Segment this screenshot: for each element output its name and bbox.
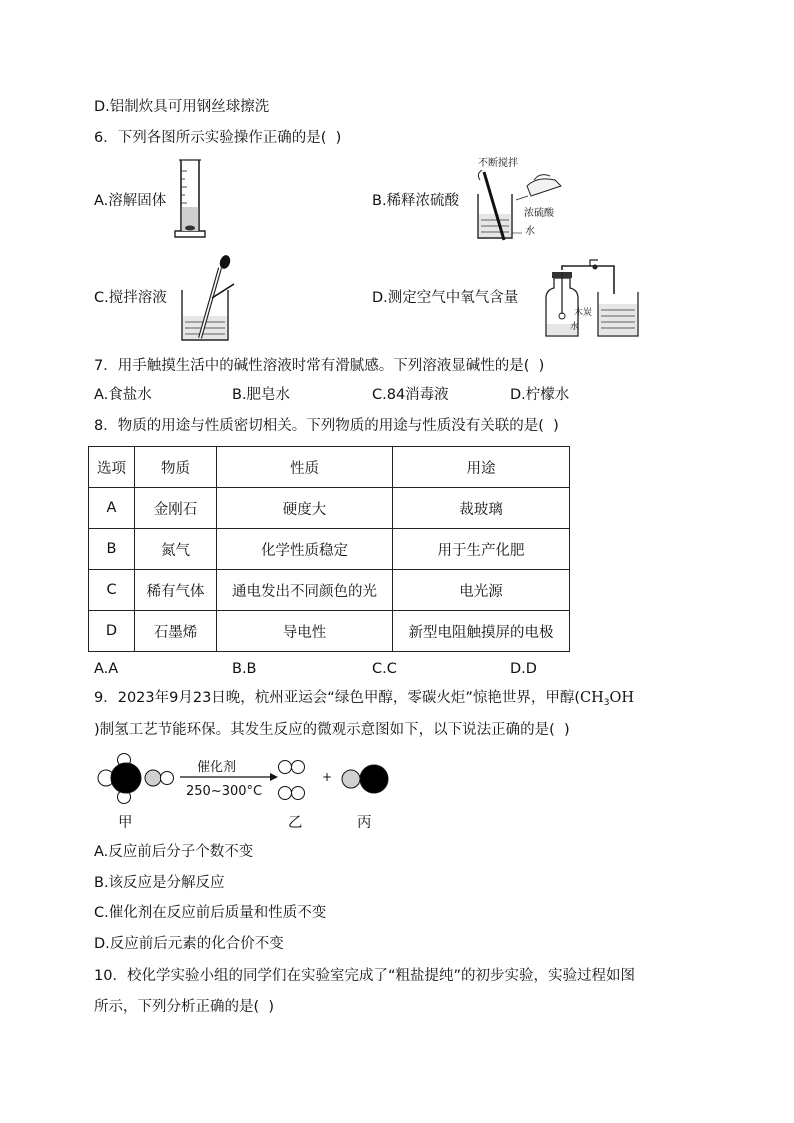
table-cell: A xyxy=(89,488,135,529)
table-cell: 电光源 xyxy=(393,570,570,611)
table-cell: 通电发出不同颜色的光 xyxy=(217,570,393,611)
q6-option-c[interactable]: C.搅拌溶液 xyxy=(94,290,167,306)
reaction-diagram xyxy=(94,750,404,814)
q5-option-d: D.铝制炊具可用钢丝球擦洗 xyxy=(94,99,270,115)
table-header: 性质 xyxy=(217,447,393,488)
q8-table xyxy=(88,446,570,652)
q9-option-b[interactable]: B.该反应是分解反应 xyxy=(94,875,225,891)
carbon-monoxide-molecule xyxy=(342,765,388,793)
table-header-row xyxy=(89,447,570,488)
graduated-cylinder-figure xyxy=(172,157,208,243)
table-cell: C xyxy=(89,570,135,611)
q9-formula-oh: OH xyxy=(609,690,635,706)
label-water: 水 xyxy=(525,226,535,237)
table-cell: 裁玻璃 xyxy=(393,488,570,529)
q10-stem-line1: 10．校化学实验小组的同学们在实验室完成了“粗盐提纯”的初步实验，实验过程如图 xyxy=(94,968,635,984)
table-cell: 新型电阻触摸屏的电极 xyxy=(393,611,570,652)
q8-option-d[interactable]: D.D xyxy=(510,661,537,677)
table-cell: B xyxy=(89,529,135,570)
table-row xyxy=(89,488,570,529)
q10-stem-line2: 所示，下列分析正确的是( ) xyxy=(94,999,275,1015)
hydrogen-molecules xyxy=(279,761,305,800)
table-cell: 用于生产化肥 xyxy=(393,529,570,570)
q8-stem: 8．物质的用途与性质密切相关。下列物质的用途与性质没有关联的是( ) xyxy=(94,418,559,434)
q6-stem: 6．下列各图所示实验操作正确的是( ) xyxy=(94,130,342,146)
q9-option-a[interactable]: A.反应前后分子个数不变 xyxy=(94,844,254,860)
q6-option-b[interactable]: B.稀释浓硫酸 xyxy=(372,193,460,209)
label-yi: 乙 xyxy=(288,815,303,831)
q7-option-d[interactable]: D.柠檬水 xyxy=(510,387,570,403)
table-row xyxy=(89,529,570,570)
q9-option-d[interactable]: D.反应前后元素的化合价不变 xyxy=(94,936,284,952)
q8-option-a[interactable]: A.A xyxy=(94,661,119,677)
table-cell: 稀有气体 xyxy=(135,570,217,611)
label-bing: 丙 xyxy=(357,815,372,831)
table-cell: D xyxy=(89,611,135,652)
q7-option-c[interactable]: C.84消毒液 xyxy=(372,387,449,403)
table-row xyxy=(89,570,570,611)
q9-stem-line1 xyxy=(94,688,634,713)
q9-formula-ch: CH xyxy=(579,690,604,706)
q8-option-b[interactable]: B.B xyxy=(232,661,257,677)
q6-option-a[interactable]: A.溶解固体 xyxy=(94,193,167,209)
q9-stem-part1: 9．2023年9月23日晚，杭州亚运会“绿色甲醇，零碳火炬”惊艳世界，甲醇( xyxy=(94,690,580,706)
methanol-molecule xyxy=(98,754,174,804)
table-cell: 金刚石 xyxy=(135,488,217,529)
table-cell: 硬度大 xyxy=(217,488,393,529)
dilute-sulfuric-acid-figure xyxy=(472,160,570,242)
label-jia: 甲 xyxy=(118,815,133,831)
table-header: 用途 xyxy=(393,447,570,488)
label-stir: 不断搅拌 xyxy=(478,158,518,169)
table-cell: 化学性质稳定 xyxy=(217,529,393,570)
label-water-d: 水 xyxy=(570,322,580,332)
q7-option-a[interactable]: A.食盐水 xyxy=(94,387,152,403)
table-cell: 导电性 xyxy=(217,611,393,652)
q9-stem-line2: )制氢工艺节能环保。其发生反应的微观示意图如下，以下说法正确的是( ) xyxy=(94,722,570,738)
table-header: 选项 xyxy=(89,447,135,488)
label-conc-acid: 浓硫酸 xyxy=(524,208,554,219)
q7-stem: 7．用手触摸生活中的碱性溶液时常有滑腻感。下列溶液显碱性的是( ) xyxy=(94,358,545,374)
table-row xyxy=(89,611,570,652)
stir-solution-figure xyxy=(176,254,246,344)
condition-label: 250~300°C xyxy=(186,784,263,799)
q7-option-b[interactable]: B.肥皂水 xyxy=(232,387,291,403)
q9-option-c[interactable]: C.催化剂在反应前后质量和性质不变 xyxy=(94,905,327,921)
label-charcoal: 木炭 xyxy=(574,308,593,318)
oxygen-measure-figure xyxy=(538,258,644,340)
plus-sign: + xyxy=(322,770,333,784)
q9-formula-sub: 3 xyxy=(603,698,610,708)
table-cell: 氮气 xyxy=(135,529,217,570)
table-header: 物质 xyxy=(135,447,217,488)
q6-option-d[interactable]: D.测定空气中氧气含量 xyxy=(372,290,519,306)
table-cell: 石墨烯 xyxy=(135,611,217,652)
q8-option-c[interactable]: C.C xyxy=(372,661,397,677)
catalyst-label: 催化剂 xyxy=(197,760,237,775)
